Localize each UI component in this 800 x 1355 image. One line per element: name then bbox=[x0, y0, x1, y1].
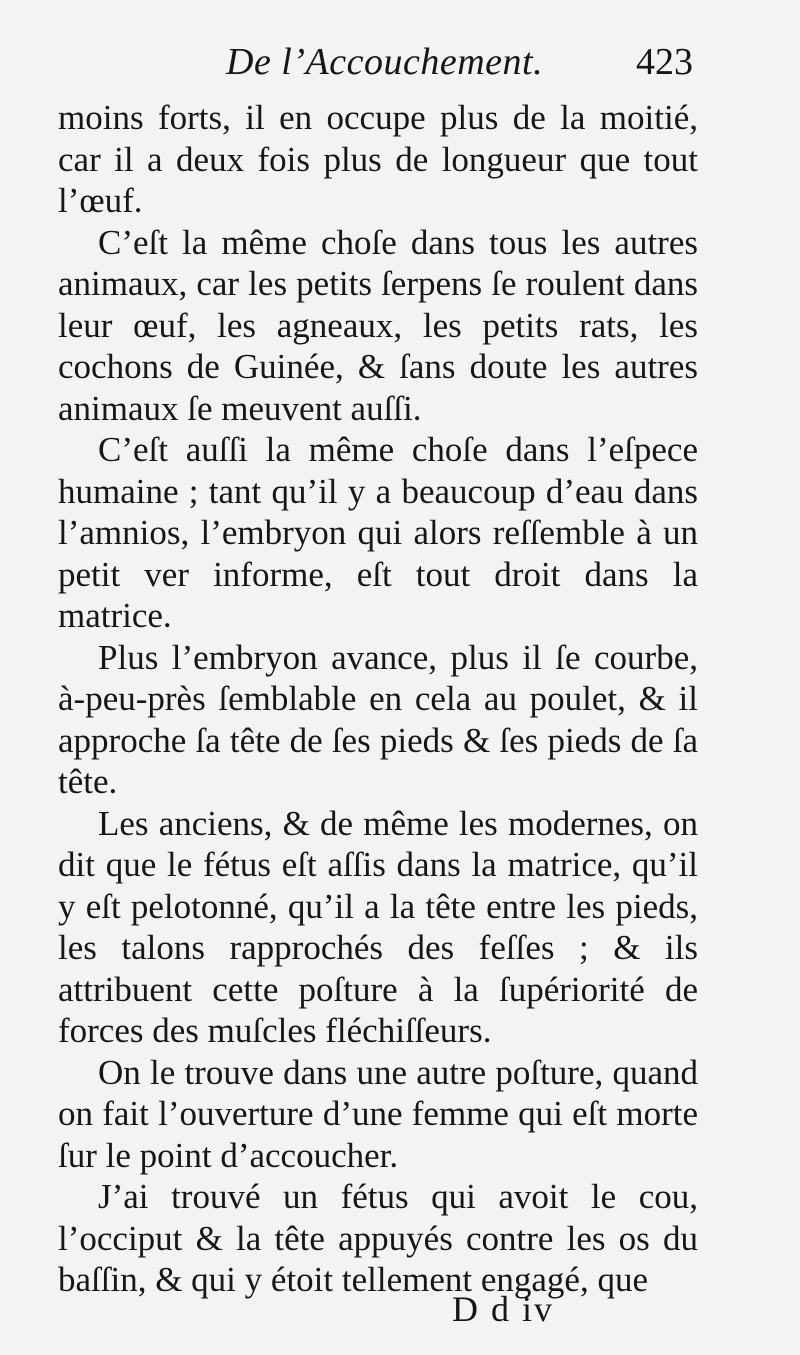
running-head bbox=[0, 38, 800, 88]
signature-mark: D d iv bbox=[452, 1289, 554, 1329]
body-text bbox=[58, 97, 698, 1301]
running-title: De l’Accouchement. bbox=[226, 41, 544, 83]
paragraph: Plus l’embryon avance, plus il ſe courbe, à-peu-près ſemblable en cela au poulet, & il approche ſa tête de ſes pieds & ſes pieds de ſa tête. bbox=[58, 637, 698, 801]
page-number: 423 bbox=[636, 41, 693, 83]
paragraph-continued: moins forts, il en occupe plus de la moitié, car il a deux fois plus de longueur que tout l’œuf. bbox=[58, 98, 698, 220]
paragraph: Les anciens, & de même les modernes, on dit que le fétus eſt aſſis dans la matrice, qu’il y eſt pelotonné, qu’il a la tête entre les pieds, les talons rapprochés des feſſes ; & ils attribuent cette poſture à la ſupériorité de forces des muſcles fléchiſſeurs. bbox=[58, 803, 698, 1050]
paragraph: On le trouve dans une autre poſture, quand on fait l’ouverture d’une femme qui eſt morte ſur le point d’accoucher. bbox=[58, 1052, 698, 1175]
paragraph: J’ai trouvé un fétus qui avoit le cou, l’occiput & la tête appuyés contre les os du baſſin, & qui y étoit tellement engagé, que bbox=[58, 1177, 698, 1299]
paragraph: C’eſt auſſi la même choſe dans l’eſpece humaine ; tant qu’il y a beaucoup d’eau dans l’amnios, l’embryon qui alors reſſemble à un petit ver informe, eſt tout droit dans la matrice. bbox=[58, 430, 698, 635]
paragraph: C’eſt la même choſe dans tous les autres animaux, car les petits ſerpens ſe roulent dans leur œuf, les agneaux, les petits rats, les cochons de Guinée, & ſans doute les autres animaux ſe meuvent auſſi. bbox=[58, 222, 698, 428]
